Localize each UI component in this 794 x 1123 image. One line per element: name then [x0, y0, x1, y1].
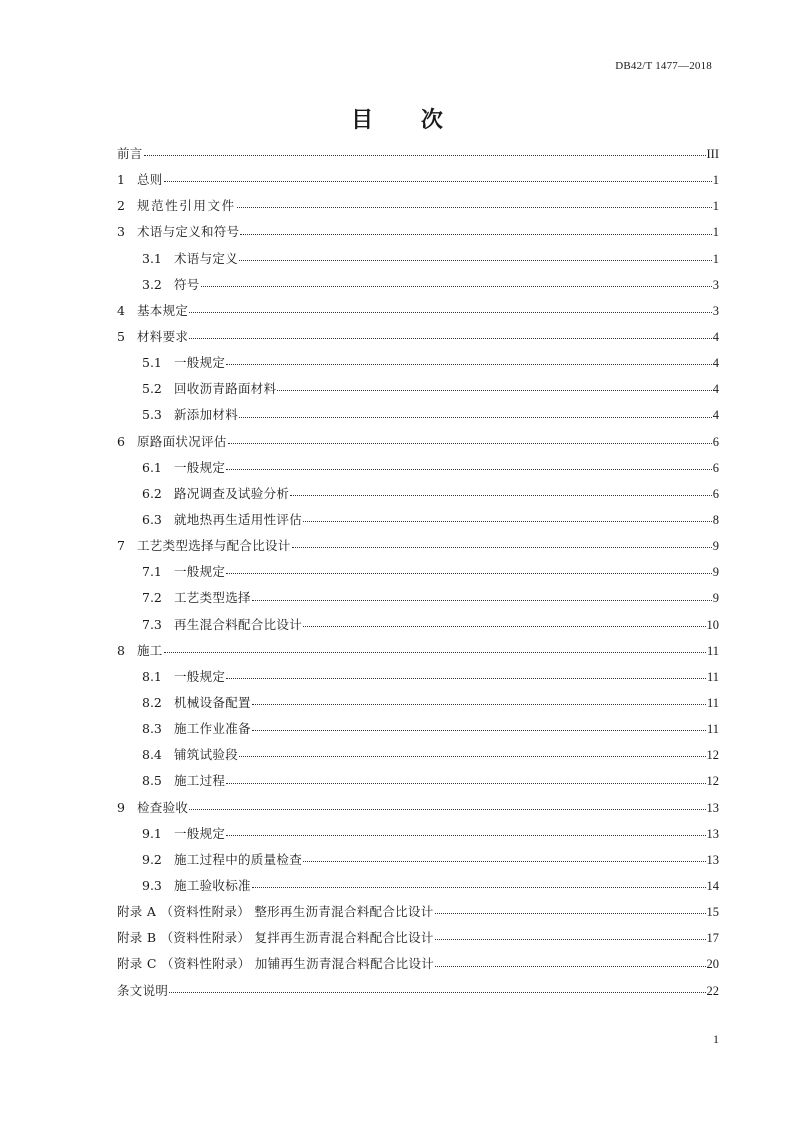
toc-dot-leader	[228, 442, 712, 444]
toc-entry-title: 一般规定	[174, 668, 226, 684]
toc-entry-number: 7.3	[142, 616, 162, 632]
toc-entry-title: 规范性引用文件	[137, 198, 236, 214]
toc-entry[interactable]	[117, 167, 719, 193]
toc-entry-title: 术语与定义和符号	[137, 224, 240, 240]
toc-entry-number: 8.4	[142, 747, 162, 763]
toc-entry[interactable]	[117, 899, 719, 925]
toc-entry-title: 工艺类型选择与配合比设计	[137, 538, 291, 554]
toc-entry-page: 17	[706, 931, 719, 946]
toc-entry[interactable]	[117, 272, 719, 298]
table-of-contents	[117, 141, 719, 1004]
toc-entry-title: 回收沥青路面材料	[174, 381, 277, 397]
toc-entry[interactable]	[117, 664, 719, 690]
toc-dot-leader	[226, 468, 712, 470]
toc-entry-title: 工艺类型选择	[174, 590, 251, 606]
toc-entry-page: 4	[712, 329, 719, 344]
toc-entry[interactable]	[117, 455, 719, 481]
toc-entry-number: 7	[117, 538, 125, 554]
toc-entry-page: 9	[712, 565, 719, 580]
toc-entry-page: 1	[712, 225, 719, 240]
toc-entry[interactable]	[117, 324, 719, 350]
toc-entry-page: 13	[706, 826, 719, 841]
toc-entry[interactable]	[117, 219, 719, 245]
toc-entry[interactable]	[117, 298, 719, 324]
toc-dot-leader	[303, 860, 705, 862]
toc-entry[interactable]	[117, 350, 719, 376]
toc-dot-leader	[240, 233, 711, 235]
toc-entry-number: 6.3	[142, 511, 162, 527]
toc-entry-title: 检查验收	[137, 799, 189, 815]
toc-dot-leader	[169, 991, 705, 993]
toc-entry-number: 8.5	[142, 773, 162, 789]
toc-entry-page: 4	[712, 356, 719, 371]
toc-entry-number: 8.2	[142, 694, 162, 710]
toc-entry-title: 施工过程中的质量检查	[174, 851, 303, 867]
toc-entry[interactable]	[117, 768, 719, 794]
toc-entry-page: 1	[712, 173, 719, 188]
toc-dot-leader	[252, 886, 706, 888]
toc-entry-number: 9.2	[142, 851, 162, 867]
toc-entry[interactable]	[117, 742, 719, 768]
toc-dot-leader	[303, 520, 712, 522]
toc-entry[interactable]	[117, 795, 719, 821]
toc-entry-page: 13	[706, 800, 719, 815]
toc-entry-title: 就地热再生适用性评估	[174, 511, 303, 527]
toc-entry-title: 铺筑试验段	[174, 747, 239, 763]
toc-dot-leader	[189, 808, 705, 810]
toc-entry-title: 原路面状况评估	[137, 433, 227, 449]
toc-dot-leader	[226, 782, 705, 784]
toc-dot-leader	[226, 677, 706, 679]
toc-entry-page: 11	[706, 669, 719, 684]
toc-entry-number: 3	[117, 224, 125, 240]
toc-entry-number: 3.2	[142, 276, 162, 292]
toc-entry-title: 条文说明	[117, 982, 169, 998]
toc-entry-number: 4	[117, 302, 125, 318]
toc-entry-page: 14	[706, 878, 719, 893]
toc-entry-page: 3	[712, 277, 719, 292]
toc-entry-title: 一般规定	[174, 355, 226, 371]
toc-dot-leader	[144, 154, 706, 156]
toc-entry[interactable]	[117, 246, 719, 272]
toc-entry-page: 12	[706, 748, 719, 763]
toc-dot-leader	[290, 494, 712, 496]
toc-dot-leader	[252, 729, 706, 731]
toc-entry[interactable]	[117, 376, 719, 402]
toc-entry-title: 施工	[137, 642, 163, 658]
page-number: 1	[713, 1032, 719, 1046]
toc-entry-number: 8	[117, 642, 125, 658]
toc-dot-leader	[303, 625, 705, 627]
toc-entry-page: 1	[712, 251, 719, 266]
toc-entry[interactable]	[117, 507, 719, 533]
toc-dot-leader	[239, 755, 705, 757]
toc-entry[interactable]	[117, 821, 719, 847]
toc-dot-leader	[164, 180, 712, 182]
toc-dot-leader	[239, 416, 712, 418]
toc-entry[interactable]	[117, 429, 719, 455]
toc-entry-page: 13	[706, 852, 719, 867]
toc-entry-number: 5.2	[142, 381, 162, 397]
toc-entry-title: 附录 B （资料性附录） 复拌再生沥青混合料配合比设计	[117, 930, 434, 946]
toc-entry-number: 5.1	[142, 355, 162, 371]
toc-entry[interactable]	[117, 533, 719, 559]
toc-entry[interactable]	[117, 925, 719, 951]
toc-entry-page: 6	[712, 486, 719, 501]
toc-entry-title: 一般规定	[174, 564, 226, 580]
toc-entry-page: 12	[706, 774, 719, 789]
toc-entry-page: III	[706, 147, 719, 161]
toc-entry-title: 新添加材料	[174, 407, 239, 423]
toc-entry-title: 基本规定	[137, 302, 189, 318]
toc-entry-title: 施工过程	[174, 773, 226, 789]
toc-entry-number: 1	[117, 172, 125, 188]
toc-entry-number: 9.3	[142, 877, 162, 893]
toc-entry-title: 机械设备配置	[174, 694, 251, 710]
toc-entry[interactable]	[117, 638, 719, 664]
toc-entry-page: 11	[706, 643, 719, 658]
toc-dot-leader	[277, 389, 711, 391]
toc-entry-page: 22	[706, 983, 719, 998]
toc-dot-leader	[201, 285, 712, 287]
document-code: DB42/T 1477—2018	[615, 60, 712, 72]
toc-entry-title: 一般规定	[174, 825, 226, 841]
toc-entry[interactable]	[117, 847, 719, 873]
toc-entry-page: 3	[712, 303, 719, 318]
toc-entry-title: 前言	[117, 146, 143, 161]
toc-dot-leader	[189, 311, 712, 313]
toc-dot-leader	[292, 546, 712, 548]
toc-dot-leader	[237, 206, 712, 208]
toc-entry-number: 7.1	[142, 564, 162, 580]
toc-entry[interactable]	[117, 141, 719, 167]
toc-dot-leader	[435, 912, 706, 914]
toc-entry-page: 11	[706, 722, 719, 737]
toc-entry[interactable]	[117, 193, 719, 219]
toc-entry-number: 9.1	[142, 825, 162, 841]
toc-entry-number: 9	[117, 799, 125, 815]
toc-entry-page: 6	[712, 460, 719, 475]
toc-entry-title: 附录 A （资料性附录） 整形再生沥青混合料配合比设计	[117, 904, 434, 920]
toc-entry-title: 再生混合料配合比设计	[174, 616, 303, 632]
toc-entry[interactable]	[117, 951, 719, 977]
page-title: 目 次	[351, 108, 463, 133]
toc-entry[interactable]	[117, 612, 719, 638]
toc-dot-leader	[252, 703, 706, 705]
toc-entry-title: 术语与定义	[174, 250, 239, 266]
toc-entry-number: 2	[117, 198, 125, 214]
toc-entry[interactable]	[117, 481, 719, 507]
toc-entry[interactable]	[117, 559, 719, 585]
toc-entry-number: 5.3	[142, 407, 162, 423]
toc-entry-page: 15	[706, 905, 719, 920]
toc-entry-page: 9	[712, 539, 719, 554]
toc-dot-leader	[239, 259, 712, 261]
toc-entry-page: 8	[712, 512, 719, 527]
toc-entry[interactable]	[117, 690, 719, 716]
toc-entry-title: 路况调查及试验分析	[174, 485, 290, 501]
toc-entry-title: 一般规定	[174, 459, 226, 475]
toc-dot-leader	[435, 965, 705, 967]
toc-entry-page: 10	[706, 617, 719, 632]
toc-entry-page: 9	[712, 591, 719, 606]
toc-entry-number: 5	[117, 328, 125, 344]
toc-entry-number: 6.2	[142, 485, 162, 501]
toc-entry-page: 1	[712, 199, 719, 214]
toc-entry-number: 6	[117, 433, 125, 449]
toc-entry-title: 符号	[174, 276, 200, 292]
toc-entry-title: 施工验收标准	[174, 877, 251, 893]
toc-entry[interactable]	[117, 585, 719, 611]
toc-entry-number: 7.2	[142, 590, 162, 606]
toc-entry-page: 4	[712, 408, 719, 423]
toc-entry[interactable]	[117, 402, 719, 428]
toc-entry-title: 总则	[137, 172, 163, 188]
toc-entry[interactable]	[117, 978, 719, 1004]
toc-entry-page: 11	[706, 695, 719, 710]
toc-dot-leader	[252, 599, 712, 601]
toc-dot-leader	[226, 572, 712, 574]
toc-entry[interactable]	[117, 716, 719, 742]
toc-entry-page: 6	[712, 434, 719, 449]
toc-entry-page: 4	[712, 382, 719, 397]
toc-entry-number: 3.1	[142, 250, 162, 266]
toc-dot-leader	[164, 651, 706, 653]
toc-dot-leader	[435, 938, 706, 940]
toc-dot-leader	[189, 337, 712, 339]
toc-dot-leader	[226, 834, 705, 836]
toc-entry-title: 附录 C （资料性附录） 加铺再生沥青混合料配合比设计	[117, 956, 435, 972]
toc-entry-title: 施工作业准备	[174, 721, 251, 737]
toc-entry-number: 6.1	[142, 459, 162, 475]
toc-entry-page: 20	[706, 957, 719, 972]
toc-dot-leader	[226, 363, 712, 365]
toc-entry-number: 8.3	[142, 721, 162, 737]
toc-entry-title: 材料要求	[137, 328, 189, 344]
toc-entry-number: 8.1	[142, 668, 162, 684]
toc-entry[interactable]	[117, 873, 719, 899]
